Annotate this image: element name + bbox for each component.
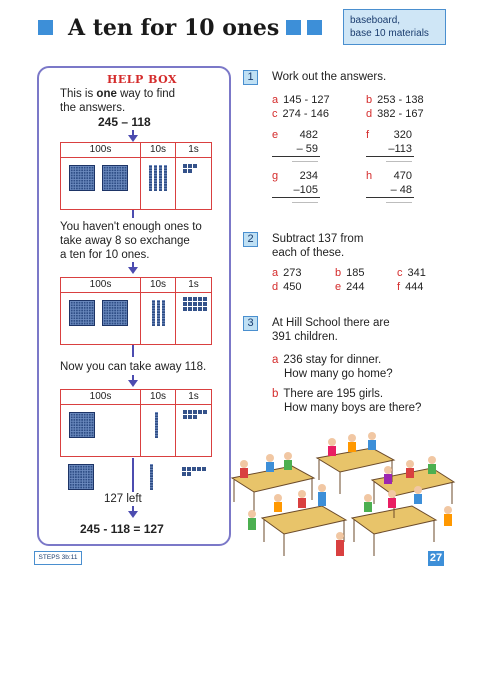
help-intro-text: way to find xyxy=(116,88,176,100)
item-text: 444 xyxy=(405,281,424,293)
sum-top: 482 xyxy=(299,129,318,141)
q2-item xyxy=(397,267,426,279)
item-letter: c xyxy=(272,108,278,120)
sum-top: 234 xyxy=(299,170,318,182)
ten-rod-icon xyxy=(162,300,165,326)
question-number: 3 xyxy=(243,316,258,331)
header-tens: 10s xyxy=(149,144,167,155)
header-square-icon xyxy=(286,20,301,35)
unit-cubes-icon xyxy=(183,410,207,419)
item-text: 185 xyxy=(346,267,365,279)
item-text: 145 - 127 xyxy=(283,94,330,106)
materials-line: baseboard, xyxy=(350,15,401,26)
item-letter: b xyxy=(272,388,279,400)
place-value-table-3 xyxy=(60,389,212,457)
item-letter: b xyxy=(366,94,373,106)
materials-line: base 10 materials xyxy=(350,28,429,39)
ten-rod-icon xyxy=(157,300,160,326)
help-sum-top: 245 – 118 xyxy=(98,115,151,129)
item-letter: h xyxy=(366,170,373,182)
hundred-flat-icon xyxy=(102,300,128,326)
school-dinner-hall-illustration xyxy=(222,418,460,562)
item-letter: b xyxy=(335,267,342,279)
arrow-down-icon xyxy=(128,511,138,518)
ten-rod-icon xyxy=(150,464,153,490)
takeaway-text: Now you can take away 118. xyxy=(60,361,207,373)
help-sum-result: 245 - 118 = 127 xyxy=(80,522,164,536)
item-letter: a xyxy=(272,354,279,366)
question-prompt: Work out the answers. xyxy=(272,71,387,83)
q3-part xyxy=(272,387,383,402)
exchange-line: take away 8 so exchange xyxy=(60,235,190,247)
header-hundreds: 100s xyxy=(89,279,112,290)
q2-item xyxy=(272,281,301,293)
sum-bottom: –105 xyxy=(272,183,320,198)
item-letter: a xyxy=(272,94,279,106)
ten-rod-icon xyxy=(164,165,167,191)
question-prompt: Subtract 137 from xyxy=(272,233,364,245)
item-text: 273 xyxy=(283,267,302,279)
q2-item xyxy=(272,267,301,279)
q3-part xyxy=(272,353,381,368)
hundred-flat-icon xyxy=(102,165,128,191)
help-intro-line-2: the answers. xyxy=(60,102,126,114)
sum-bottom: –113 xyxy=(366,142,414,157)
item-letter: f xyxy=(397,281,401,293)
unit-cubes-icon xyxy=(183,164,197,173)
ten-rod-icon xyxy=(159,165,162,191)
q2-item xyxy=(335,267,364,279)
arrow-down-icon xyxy=(128,380,138,387)
ten-rod-icon xyxy=(152,300,155,326)
item-letter: e xyxy=(335,281,342,293)
part-line: 236 stay for dinner. xyxy=(283,354,382,366)
page-number: 27 xyxy=(429,552,443,564)
item-letter: e xyxy=(272,129,279,141)
item-letter: a xyxy=(272,267,279,279)
part-line: There are 195 girls. xyxy=(283,388,384,400)
header-tens: 10s xyxy=(149,391,167,402)
header-ones: 1s xyxy=(188,279,199,290)
flow-line xyxy=(132,345,134,357)
header-ones: 1s xyxy=(188,144,199,155)
q1-vertical-sum xyxy=(272,128,320,162)
unit-cubes-icon xyxy=(183,297,207,311)
header-square-icon xyxy=(38,20,53,35)
q1-vertical-sum xyxy=(366,169,414,203)
sum-top: 470 xyxy=(393,170,412,182)
q2-item xyxy=(397,281,423,293)
item-letter: d xyxy=(272,281,279,293)
q1-item xyxy=(366,94,424,106)
sum-top: 320 xyxy=(393,129,412,141)
item-text: 253 - 138 xyxy=(377,94,424,106)
exchange-line: You haven't enough ones to xyxy=(60,221,202,233)
header-hundreds: 100s xyxy=(89,144,112,155)
help-intro-text: This is xyxy=(60,88,97,100)
ten-rod-icon xyxy=(155,412,158,438)
item-text: 274 - 146 xyxy=(282,108,329,120)
unit-cubes-icon xyxy=(182,467,206,476)
question-prompt: each of these. xyxy=(272,247,345,259)
exchange-line: a ten for 10 ones. xyxy=(60,249,150,261)
hundred-flat-icon xyxy=(68,464,94,490)
sum-bottom: – 59 xyxy=(272,142,320,157)
item-text: 382 - 167 xyxy=(377,108,424,120)
question-prompt: At Hill School there are xyxy=(272,317,390,329)
header-ones: 1s xyxy=(188,391,199,402)
question-prompt: 391 children. xyxy=(272,331,338,343)
hundred-flat-icon xyxy=(69,300,95,326)
ten-rod-icon xyxy=(149,165,152,191)
place-value-table-2 xyxy=(60,277,212,345)
answer-line xyxy=(386,161,412,162)
page-title: A ten for 10 ones xyxy=(68,15,280,41)
item-text: 341 xyxy=(407,267,426,279)
help-box-title: HELP BOX xyxy=(107,73,178,86)
q1-item xyxy=(272,108,329,120)
place-value-table-1 xyxy=(60,142,212,210)
item-letter: d xyxy=(366,108,373,120)
part-line: How many boys are there? xyxy=(284,402,422,414)
ten-rod-icon xyxy=(154,165,157,191)
item-letter: f xyxy=(366,129,370,141)
q1-vertical-sum xyxy=(366,128,414,162)
arrow-down-icon xyxy=(128,135,138,142)
hundred-flat-icon xyxy=(69,165,95,191)
part-line: How many go home? xyxy=(284,368,393,380)
item-letter: c xyxy=(397,267,403,279)
sum-bottom: – 48 xyxy=(366,183,414,198)
answer-line xyxy=(292,202,318,203)
materials-box xyxy=(343,9,446,45)
question-number: 2 xyxy=(243,232,258,247)
steps-code: STEPS 3b:11 xyxy=(34,551,82,565)
left-text: 127 left xyxy=(104,493,142,505)
item-text: 244 xyxy=(346,281,365,293)
arrow-down-icon xyxy=(128,267,138,274)
header-hundreds: 100s xyxy=(89,391,112,402)
help-intro-bold: one xyxy=(96,88,117,100)
q1-item xyxy=(366,108,424,120)
flow-line xyxy=(132,210,134,218)
header-tens: 10s xyxy=(149,279,167,290)
help-intro xyxy=(60,87,175,101)
question-number: 1 xyxy=(243,70,258,85)
answer-line xyxy=(386,202,412,203)
answer-line xyxy=(292,161,318,162)
item-text: 450 xyxy=(283,281,302,293)
q1-vertical-sum xyxy=(272,169,320,203)
q1-item xyxy=(272,94,330,106)
q2-item xyxy=(335,281,364,293)
header-square-icon xyxy=(307,20,322,35)
flow-line xyxy=(132,458,134,492)
hundred-flat-icon xyxy=(69,412,95,438)
item-letter: g xyxy=(272,170,279,182)
